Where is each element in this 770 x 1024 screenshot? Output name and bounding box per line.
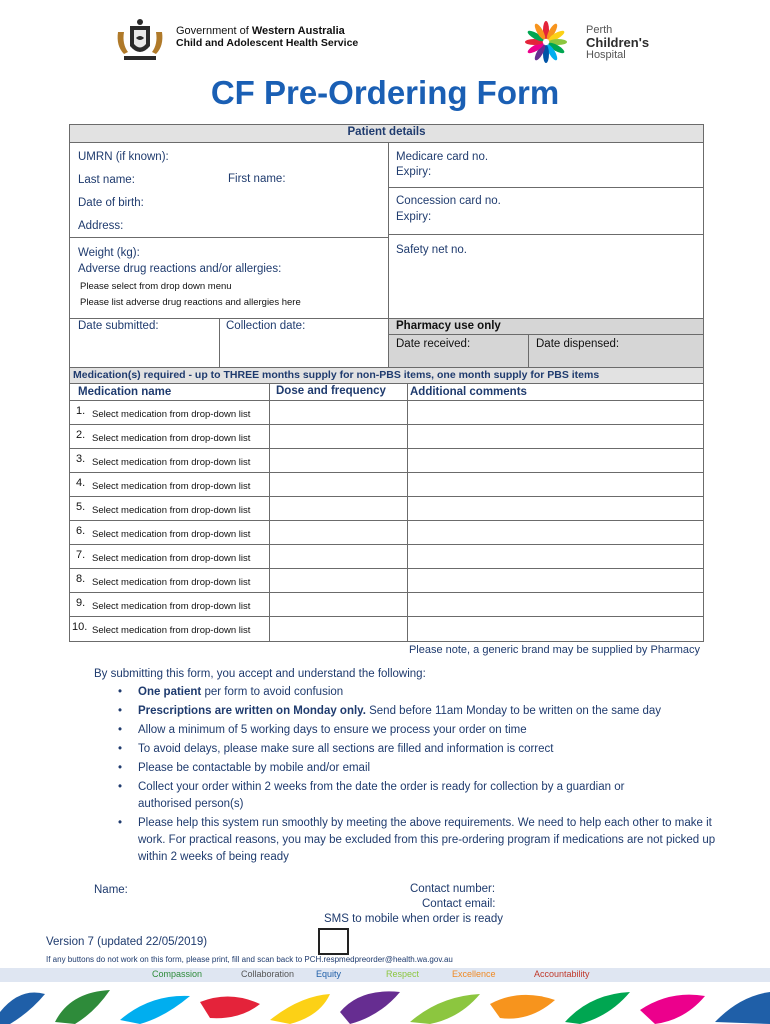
medicare-field[interactable]: Medicare card no. — [396, 151, 489, 163]
row-number: 10. — [72, 621, 88, 633]
adverse-reactions-label: Adverse drug reactions and/or allergies: — [78, 263, 282, 275]
terms-intro: By submitting this form, you accept and understand the following: — [94, 668, 426, 680]
date-received-field: Date received: — [396, 338, 471, 350]
safety-net-field[interactable]: Safety net no. — [396, 244, 467, 256]
contact-email-field[interactable]: Contact email: — [422, 898, 496, 910]
row-number: 4. — [76, 477, 86, 489]
row-number: 3. — [76, 453, 86, 465]
gov-line-1: Government of Western Australia — [176, 25, 345, 37]
list-item: • One patient per form to avoid confusion — [118, 684, 738, 701]
medication-dropdown[interactable]: Select medication from drop-down list — [92, 457, 251, 468]
row-number: 5. — [76, 501, 86, 513]
gov-line-2: Child and Adolescent Health Service — [176, 37, 359, 49]
row-number: 2. — [76, 429, 86, 441]
medication-banner: Medication(s) required - up to THREE months supply for non-PBS items, one month supply for PBS items — [73, 369, 600, 381]
list-item: • Collect your order within 2 weeks from the date the order is ready for collection by a guardian or authorised person(s) — [118, 779, 678, 813]
pharmacy-use-label: Pharmacy use only — [396, 320, 501, 332]
dob-field[interactable]: Date of birth: — [78, 197, 144, 209]
last-name-field[interactable]: Last name: — [78, 174, 135, 186]
date-dispensed-field: Date dispensed: — [536, 338, 620, 350]
row-number: 9. — [76, 597, 86, 609]
col-medication-name: Medication name — [78, 386, 172, 398]
decorative-footer-icon — [0, 982, 770, 1024]
version-label: Version 7 (updated 22/05/2019) — [46, 936, 208, 948]
name-field[interactable]: Name: — [94, 884, 128, 896]
row-number: 6. — [76, 525, 86, 537]
medication-dropdown[interactable]: Select medication from drop-down list — [92, 433, 251, 444]
col-additional-comments: Additional comments — [410, 386, 527, 398]
allergy-dropdown[interactable]: Please select from drop down menu — [80, 281, 232, 292]
fine-print: If any buttons do not work on this form, please print, fill and scan back to PCH.respmedpreorder@health.wa.gov.au — [46, 955, 453, 964]
row-number: 1. — [76, 405, 86, 417]
medication-dropdown[interactable]: Select medication from drop-down list — [92, 505, 251, 516]
value-excellence: Excellence — [452, 969, 496, 979]
row-number: 8. — [76, 573, 86, 585]
wa-crest-icon — [112, 18, 168, 64]
medicare-expiry-field[interactable]: Expiry: — [396, 166, 432, 178]
allergy-list-input[interactable]: Please list adverse drug reactions and allergies here — [80, 297, 301, 308]
medication-dropdown[interactable]: Select medication from drop-down list — [92, 625, 251, 636]
medication-dropdown[interactable]: Select medication from drop-down list — [92, 553, 251, 564]
medication-dropdown[interactable]: Select medication from drop-down list — [92, 481, 251, 492]
date-submitted-field[interactable]: Date submitted: — [78, 320, 159, 332]
medication-dropdown[interactable]: Select medication from drop-down list — [92, 577, 251, 588]
contact-number-field[interactable]: Contact number: — [410, 883, 496, 895]
patient-details-title: Patient details — [347, 126, 426, 138]
first-name-field[interactable]: First name: — [228, 173, 286, 185]
col-dose-frequency: Dose and frequency — [276, 385, 386, 397]
value-accountability: Accountability — [534, 969, 590, 979]
value-equity: Equity — [316, 969, 342, 979]
collection-date-field[interactable]: Collection date: — [226, 320, 306, 332]
list-item: • Please be contactable by mobile and/or email — [118, 760, 738, 777]
row-number: 7. — [76, 549, 86, 561]
value-compassion: Compassion — [152, 969, 203, 979]
sms-checkbox[interactable] — [318, 928, 349, 955]
order-form — [69, 124, 704, 642]
list-item: • Please help this system run smoothly by meeting the above requirements. We need to help each other to make it work. For practical reasons, you may be excluded from this pre-ordering program if medications are not picked up within 2 weeks of being ready — [118, 815, 718, 866]
generic-brand-note: Please note, a generic brand may be supplied by Pharmacy — [408, 644, 700, 656]
pch-line-3: Hospital — [586, 49, 626, 61]
concession-expiry-field[interactable]: Expiry: — [396, 211, 432, 223]
value-collaboration: Collaboration — [241, 969, 295, 979]
weight-field[interactable]: Weight (kg): — [78, 247, 140, 259]
list-item: • Allow a minimum of 5 working days to ensure we process your order on time — [118, 722, 738, 739]
list-item: • To avoid delays, please make sure all sections are filled and information is correct — [118, 741, 738, 758]
pch-line-2: Children's — [586, 35, 650, 50]
medication-dropdown[interactable]: Select medication from drop-down list — [92, 529, 251, 540]
page-title: CF Pre-Ordering Form — [210, 74, 560, 111]
address-field[interactable]: Address: — [78, 220, 124, 232]
umrn-field[interactable]: UMRN (if known): — [78, 151, 169, 163]
list-item: • Prescriptions are written on Monday only. Send before 11am Monday to be written on the same day — [118, 703, 738, 720]
pch-logo-icon — [518, 18, 574, 64]
medication-dropdown[interactable]: Select medication from drop-down list — [92, 601, 251, 612]
pch-line-1: Perth — [586, 24, 613, 36]
values-strip — [0, 968, 770, 982]
terms-list — [118, 684, 738, 868]
medication-dropdown[interactable]: Select medication from drop-down list — [92, 409, 251, 420]
concession-field[interactable]: Concession card no. — [396, 195, 501, 207]
sms-label: SMS to mobile when order is ready — [324, 913, 503, 925]
value-respect: Respect — [386, 969, 420, 979]
